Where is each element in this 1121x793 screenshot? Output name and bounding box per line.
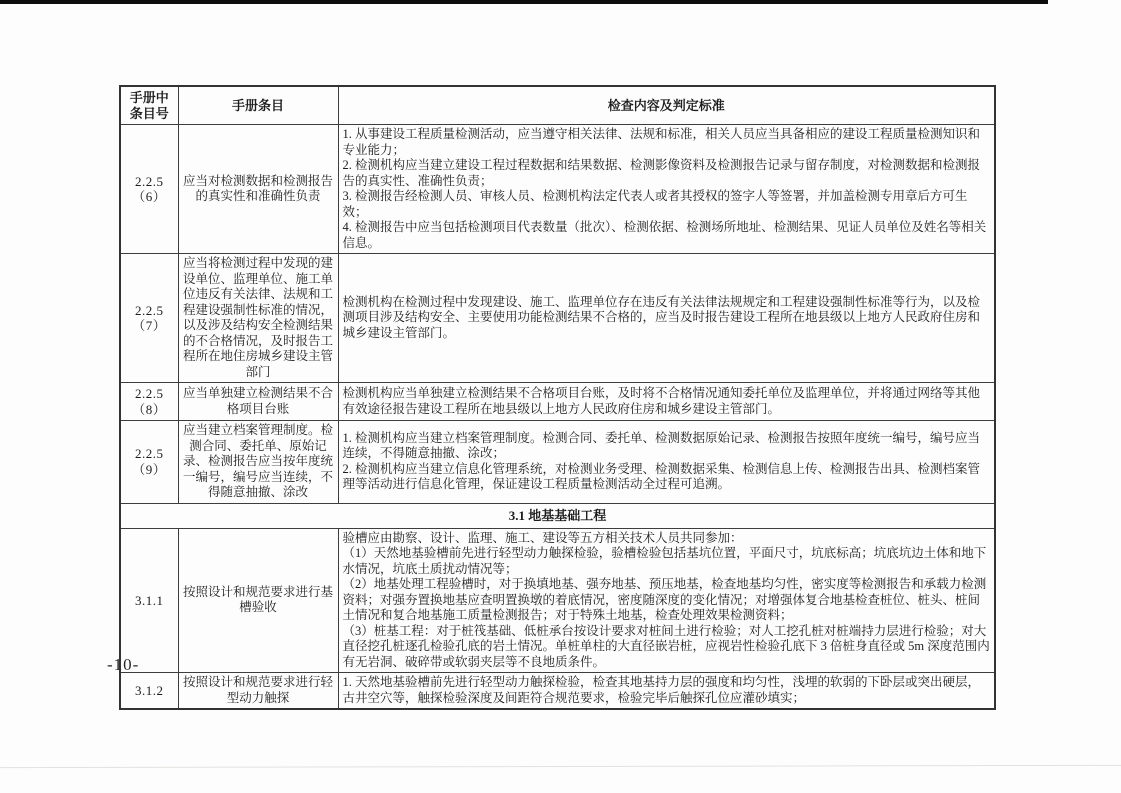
row-id-cell (120, 125, 178, 254)
content-paragraph: 4. 检测报告中应当包括检测项目代表数量（批次）、检测依据、检测场所地址、检测结果、见证人员单位及姓名等相关信息。 (342, 220, 987, 250)
content-paragraph: 2. 检测机构应当建立建设工程过程数据和结果数据、检测影像资料及检测报告记录与留存制度，对检测数据和检测报告的真实性、准确性负责； (342, 158, 981, 188)
row-content-cell (338, 254, 995, 383)
content-paragraph: 检测机构在检测过程中发现建设、施工、监理单位存在违反有关法律法规规定和工程建设强制性标准等行为，以及检测项目涉及结构安全、主要使用功能检测结果不合格的，应当及时报告建设工程所在地县级以上地方人民政府住房和城乡建设主管部门。 (342, 294, 981, 340)
scanner-page-edge-line (0, 765, 1121, 768)
table-row (120, 125, 995, 254)
table-header-row (120, 86, 995, 125)
row-id-cell (120, 421, 178, 504)
row-number: 3.1.1 (135, 592, 164, 608)
row-content-cell (338, 528, 995, 673)
column-header-manual-item: 手册条目 (178, 86, 338, 125)
row-content-cell (338, 673, 995, 710)
content-paragraph: 2. 检测机构应当建立信息化管理系统，对检测业务受理、检测数据采集、检测信息上传、检测报告出具、检测档案管理等活动进行信息化管理，保证建设工程质量检测活动全过程可追溯。 (342, 461, 981, 492)
row-item-cell: 按照设计和规范要求进行基槽验收 (178, 528, 338, 673)
row-id-cell (120, 528, 178, 673)
section-header: 3.1 地基基础工程 (120, 503, 995, 528)
content-paragraph: （3）桩基工程：对于桩筏基础、低桩承台按设计要求对桩间土进行检验；对人工挖孔桩对桩端持力层进行检验；对大直径挖孔桩逐孔检验孔底的岩土情况。单桩单柱的大直径嵌岩桩，应视岩性检验孔底下 3 倍桩身直径或 5m 深度范围内有无岩洞、破碎带或软弱夹层等不良地质条件。 (342, 623, 990, 669)
content-paragraph: 1. 天然地基验槽前先进行轻型动力触探检验，检查其地基持力层的强度和均匀性，浅埋的软弱的下卧层或突出硬层，古井空穴等，触探检验深度及间距符合规范要求，检验完毕后触探孔位应灌砂填实； (342, 675, 981, 705)
table-row (120, 673, 995, 710)
row-item-cell: 按照设计和规范要求进行轻型动力触探 (178, 673, 338, 710)
row-number: 2.2.5 (135, 446, 164, 462)
row-number: 2.2.5 (135, 173, 164, 189)
row-subnumber: （9） (132, 461, 167, 477)
row-id-cell (120, 673, 178, 710)
row-subnumber: （6） (132, 189, 167, 204)
column-header-item-number: 手册中条目号 (120, 86, 178, 125)
content-paragraph: （1）天然地基验槽前先进行轻型动力触探检验，验槽检验包括基坑位置，平面尺寸，坑底标高；坑底坑边土体和地下水情况，坑底土质扰动情况等； (342, 546, 987, 576)
content-paragraph: 1. 检测机构应当建立档案管理制度。检测合同、委托单、检测数据原始记录、检测报告按照年度统一编号，编号应当连续，不得随意抽撤、涂改； (342, 430, 981, 461)
row-item-cell: 应当建立档案管理制度。检测合同、委托单、原始记录、检测报告应当按年度统一编号，编号应当连续，不得随意抽撤、涂改 (178, 421, 338, 504)
row-number: 3.1.2 (135, 682, 164, 698)
row-subnumber: （7） (132, 318, 167, 333)
row-content-cell (338, 383, 995, 421)
table-row (120, 383, 995, 421)
content-paragraph: （2）地基处理工程验槽时，对于换填地基、强夯地基、预压地基，检查地基均匀性，密实度等检测报告和承载力检测资料；对强夯置换地基应查明置换墩的着底情况，密度随深度的变化情况；对增强体复合地基检查桩位、桩头、桩间土情况和复合地基施工质量检测报告；对于特殊土地基，检查处理效果检测资料； (342, 577, 987, 622)
row-number: 2.2.5 (135, 386, 164, 401)
section-header-row (120, 503, 995, 528)
content-paragraph: 3. 检测报告经检测人员、审核人员、检测机构法定代表人或者其授权的签字人等签署，并加盖检测专用章后方可生效； (342, 189, 968, 219)
row-item-cell: 应当将检测过程中发现的建设单位、监理单位、施工单位违反有关法律、法规和工程建设强制性标准的情况，以及涉及结构安全检测结果的不合格情况，及时报告工程所在地住房城乡建设主管部门 (178, 254, 338, 383)
row-content-cell (338, 125, 995, 254)
inspection-standards-table (119, 85, 996, 710)
scanner-edge-artifact (0, 0, 1048, 4)
row-content-cell (338, 421, 995, 504)
content-paragraph: 检测机构应当单独建立检测结果不合格项目台账，及时将不合格情况通知委托单位及监理单位，并将通过网络等其他有效途径报告建设工程所在地县级以上地方人民政府住房和城乡建设主管部门。 (342, 386, 981, 416)
row-id-cell (120, 383, 178, 421)
row-number: 2.2.5 (135, 302, 164, 318)
row-id-cell (120, 254, 178, 383)
page-number: -10- (107, 655, 140, 674)
row-item-cell: 应当对检测数据和检测报告的真实性和准确性负责 (178, 125, 338, 254)
row-item-cell: 应当单独建立检测结果不合格项目台账 (178, 383, 338, 421)
column-header-inspection-content: 检查内容及判定标准 (338, 86, 995, 125)
content-paragraph: 1. 从事建设工程质量检测活动，应当遵守相关法律、法规和标准，相关人员应当具备相应的建设工程质量检测知识和专业能力； (342, 127, 981, 157)
table-row (120, 254, 995, 383)
row-subnumber: （8） (132, 401, 167, 417)
table-row (120, 421, 995, 504)
content-paragraph: 验槽应由勘察、设计、监理、施工、建设等五方相关技术人员共同参加： (342, 530, 743, 545)
table-row (120, 528, 995, 673)
